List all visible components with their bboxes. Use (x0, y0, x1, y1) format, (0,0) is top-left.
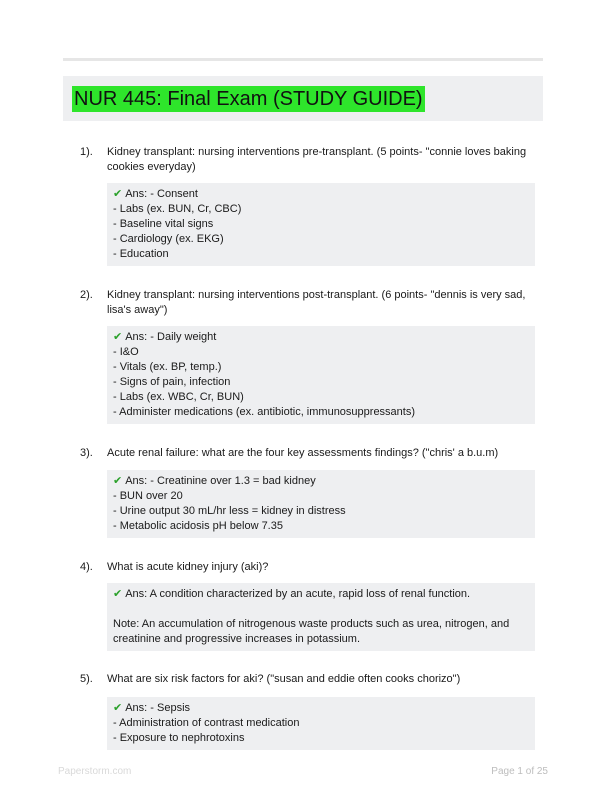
answer-box-5 (107, 697, 535, 750)
question-number: 1). (80, 146, 93, 158)
answer-line: - Education (113, 248, 169, 260)
question-text: Acute renal failure: what are the four key assessments findings? ("chris' a b.u.m) (107, 447, 499, 459)
answer-line: Ans: - Creatinine over 1.3 = bad kidney (125, 475, 316, 487)
answer-line: Ans: - Consent (125, 188, 198, 200)
answer-line: - Exposure to nephrotoxins (113, 732, 245, 744)
answer-line: creatinine and progressive increases in potassium. (113, 633, 361, 645)
answer-line: - Baseline vital signs (113, 218, 214, 230)
answer-box-1 (107, 183, 535, 266)
answer-box-2 (107, 326, 535, 424)
question-number: 3). (80, 447, 93, 459)
question-text: Kidney transplant: nursing interventions pre-transplant. (5 points- "connie loves baking cookies everyday) (107, 146, 527, 173)
title-banner (63, 76, 543, 121)
answer-spacer (113, 602, 529, 617)
check-icon: ✔ (113, 475, 123, 487)
answer-line: - Labs (ex. WBC, Cr, BUN) (113, 391, 244, 403)
page-number: Page 1 of 25 (491, 766, 548, 777)
page-title: NUR 445: Final Exam (STUDY GUIDE) (74, 88, 423, 110)
answer-line: - Administration of contrast medication (113, 717, 300, 729)
question-number: 2). (80, 289, 93, 301)
footer-watermark: Paperstorm.com (58, 766, 132, 777)
answer-box-3 (107, 470, 535, 538)
answer-line: - Cardiology (ex. EKG) (113, 233, 224, 245)
question-text: What are six risk factors for aki? ("susan and eddie often cooks chorizo") (107, 673, 461, 685)
answer-line: Ans: - Sepsis (125, 702, 191, 714)
answer-line: - Urine output 30 mL/hr less = kidney in distress (113, 505, 346, 517)
answer-line: - Signs of pain, infection (113, 376, 231, 388)
question-number: 4). (80, 561, 93, 573)
question-number: 5). (80, 673, 93, 685)
answer-line: - I&O (113, 346, 139, 358)
answer-line: Note: An accumulation of nitrogenous waste products such as urea, nitrogen, and (113, 618, 510, 630)
question-text: What is acute kidney injury (aki)? (107, 561, 269, 573)
check-icon: ✔ (113, 331, 123, 343)
answer-line: - Vitals (ex. BP, temp.) (113, 361, 222, 373)
answer-line: - Metabolic acidosis pH below 7.35 (113, 520, 283, 532)
answer-line: Ans: A condition characterized by an acute, rapid loss of renal function. (125, 588, 471, 600)
check-icon: ✔ (113, 188, 123, 200)
check-icon: ✔ (113, 702, 123, 714)
answer-line: - BUN over 20 (113, 490, 183, 502)
top-divider (63, 58, 543, 61)
answer-line: Ans: - Daily weight (125, 331, 217, 343)
question-text: Kidney transplant: nursing interventions post-transplant. (6 points- "dennis is very sad, lisa's away") (107, 289, 526, 316)
answer-line: - Administer medications (ex. antibiotic, immunosuppressants) (113, 406, 416, 418)
answer-line: - Labs (ex. BUN, Cr, CBC) (113, 203, 242, 215)
check-icon: ✔ (113, 588, 123, 600)
answer-box-4 (107, 583, 535, 651)
